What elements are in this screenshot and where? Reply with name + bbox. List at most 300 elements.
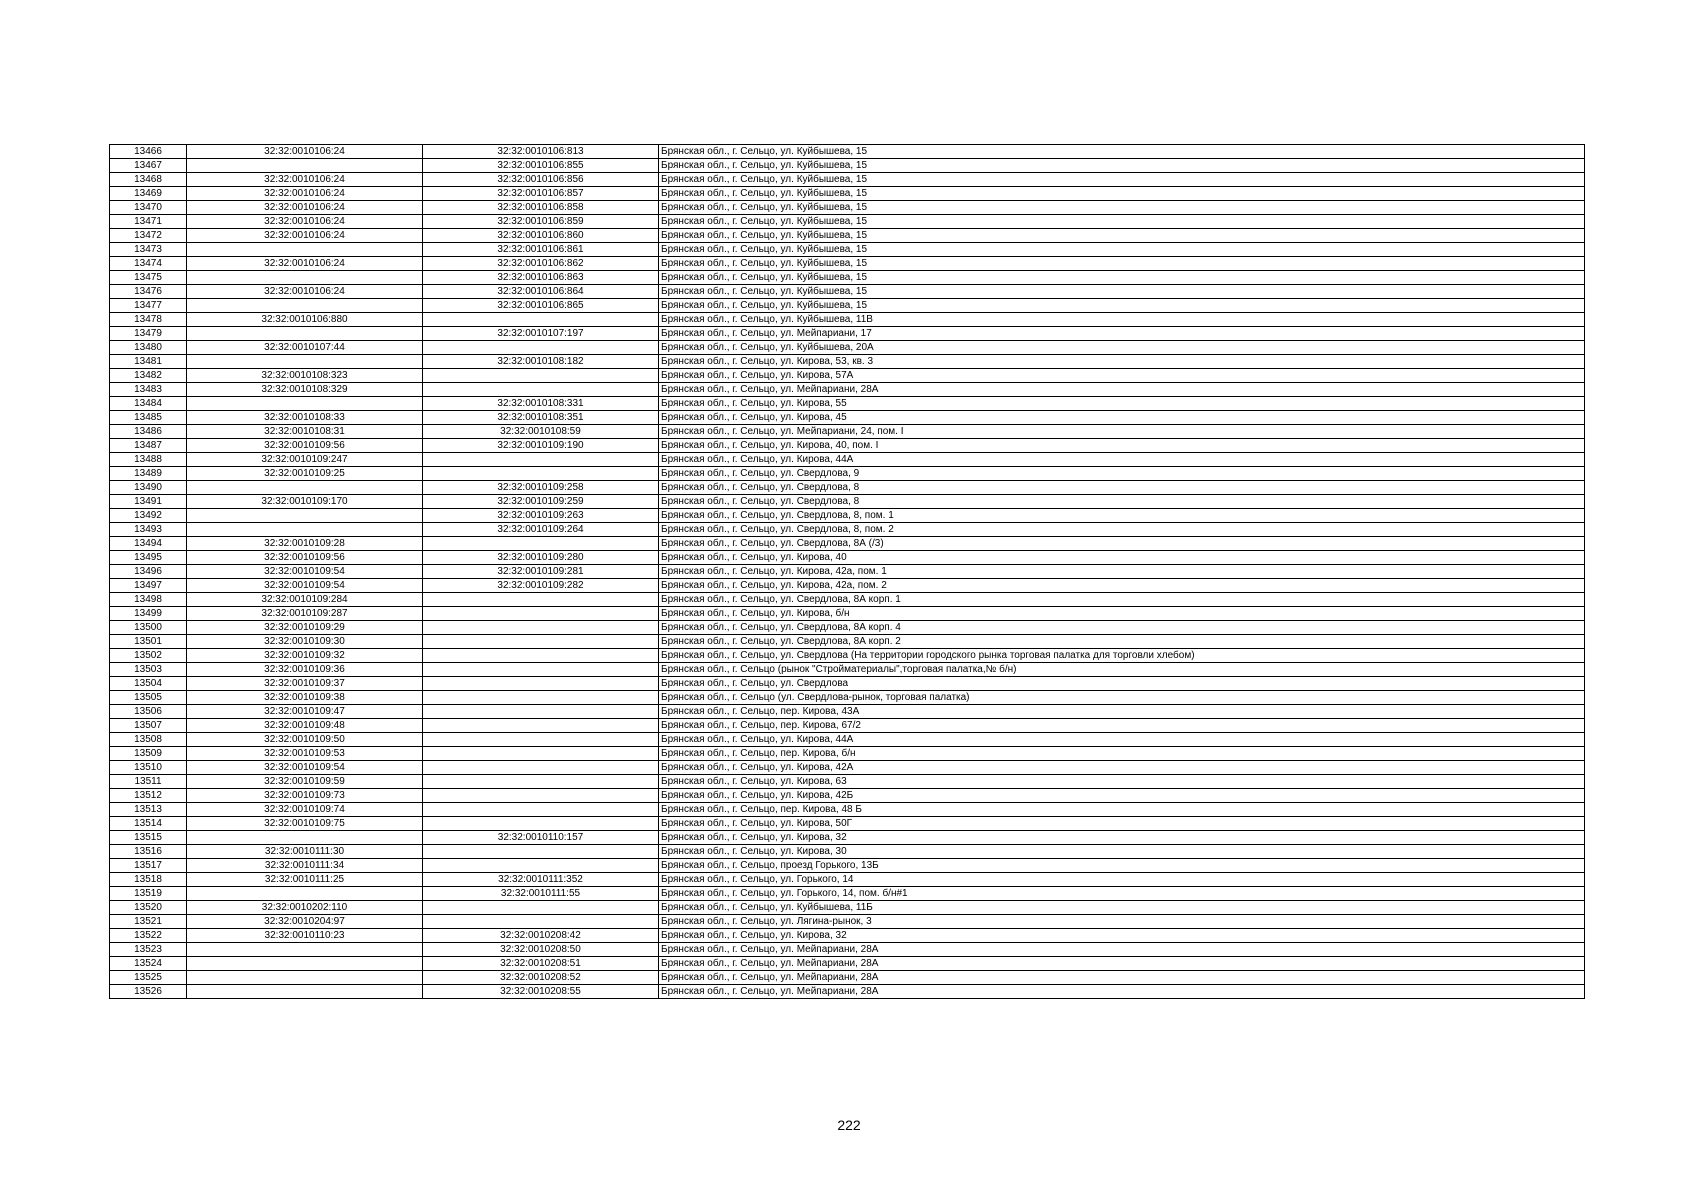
object-cadastral-number-cell xyxy=(423,789,659,803)
land-cadastral-number-cell: 32:32:0010109:50 xyxy=(187,733,423,747)
object-cadastral-number-cell: 32:32:0010208:50 xyxy=(423,943,659,957)
land-cadastral-number-cell: 32:32:0010109:284 xyxy=(187,593,423,607)
land-cadastral-number-cell: 32:32:0010109:25 xyxy=(187,467,423,481)
record-number-cell: 13503 xyxy=(110,663,187,677)
table-row xyxy=(110,397,1585,411)
land-cadastral-number-cell: 32:32:0010109:74 xyxy=(187,803,423,817)
object-cadastral-number-cell: 32:32:0010106:855 xyxy=(423,159,659,173)
object-cadastral-number-cell xyxy=(423,593,659,607)
object-cadastral-number-cell: 32:32:0010106:860 xyxy=(423,229,659,243)
record-number-cell: 13515 xyxy=(110,831,187,845)
object-cadastral-number-cell: 32:32:0010109:263 xyxy=(423,509,659,523)
record-number-cell: 13486 xyxy=(110,425,187,439)
table-row xyxy=(110,887,1585,901)
record-number-cell: 13517 xyxy=(110,859,187,873)
table-row xyxy=(110,355,1585,369)
object-cadastral-number-cell xyxy=(423,453,659,467)
object-cadastral-number-cell xyxy=(423,341,659,355)
land-cadastral-number-cell: 32:32:0010110:23 xyxy=(187,929,423,943)
table-row xyxy=(110,369,1585,383)
land-cadastral-number-cell: 32:32:0010109:30 xyxy=(187,635,423,649)
address-cell: Брянская обл., г. Сельцо, ул. Кирова, 50Г xyxy=(659,817,1585,831)
object-cadastral-number-cell: 32:32:0010108:331 xyxy=(423,397,659,411)
object-cadastral-number-cell xyxy=(423,467,659,481)
land-cadastral-number-cell xyxy=(187,397,423,411)
table-row xyxy=(110,159,1585,173)
object-cadastral-number-cell: 32:32:0010106:859 xyxy=(423,215,659,229)
address-cell: Брянская обл., г. Сельцо, ул. Мейпариани, 28А xyxy=(659,957,1585,971)
address-cell: Брянская обл., г. Сельцо, ул. Кирова, 40 xyxy=(659,551,1585,565)
land-cadastral-number-cell: 32:32:0010108:329 xyxy=(187,383,423,397)
table-row xyxy=(110,187,1585,201)
table-row xyxy=(110,453,1585,467)
object-cadastral-number-cell: 32:32:0010106:863 xyxy=(423,271,659,285)
record-number-cell: 13498 xyxy=(110,593,187,607)
land-cadastral-number-cell: 32:32:0010106:24 xyxy=(187,187,423,201)
address-cell: Брянская обл., г. Сельцо, пер. Кирова, 67/2 xyxy=(659,719,1585,733)
address-cell: Брянская обл., г. Сельцо, ул. Куйбышева, 11В xyxy=(659,313,1585,327)
record-number-cell: 13467 xyxy=(110,159,187,173)
land-cadastral-number-cell xyxy=(187,509,423,523)
address-cell: Брянская обл., г. Сельцо, ул. Куйбышева, 15 xyxy=(659,243,1585,257)
record-number-cell: 13482 xyxy=(110,369,187,383)
table-row xyxy=(110,579,1585,593)
object-cadastral-number-cell xyxy=(423,313,659,327)
address-cell: Брянская обл., г. Сельцо, ул. Куйбышева, 15 xyxy=(659,285,1585,299)
land-cadastral-number-cell: 32:32:0010111:30 xyxy=(187,845,423,859)
record-number-cell: 13471 xyxy=(110,215,187,229)
object-cadastral-number-cell xyxy=(423,635,659,649)
object-cadastral-number-cell: 32:32:0010208:55 xyxy=(423,985,659,999)
object-cadastral-number-cell xyxy=(423,747,659,761)
table-row xyxy=(110,551,1585,565)
land-cadastral-number-cell: 32:32:0010108:33 xyxy=(187,411,423,425)
object-cadastral-number-cell xyxy=(423,859,659,873)
object-cadastral-number-cell xyxy=(423,663,659,677)
land-cadastral-number-cell: 32:32:0010106:880 xyxy=(187,313,423,327)
table-row xyxy=(110,705,1585,719)
land-cadastral-number-cell: 32:32:0010204:97 xyxy=(187,915,423,929)
land-cadastral-number-cell: 32:32:0010111:25 xyxy=(187,873,423,887)
address-cell: Брянская обл., г. Сельцо, ул. Куйбышева, 15 xyxy=(659,159,1585,173)
address-cell: Брянская обл., г. Сельцо, ул. Кирова, 42а, пом. 2 xyxy=(659,579,1585,593)
address-cell: Брянская обл., г. Сельцо, пер. Кирова, 48 Б xyxy=(659,803,1585,817)
record-number-cell: 13466 xyxy=(110,145,187,159)
land-cadastral-number-cell xyxy=(187,243,423,257)
land-cadastral-number-cell xyxy=(187,327,423,341)
record-number-cell: 13500 xyxy=(110,621,187,635)
record-number-cell: 13492 xyxy=(110,509,187,523)
table-row xyxy=(110,425,1585,439)
table-row xyxy=(110,929,1585,943)
table-row xyxy=(110,229,1585,243)
object-cadastral-number-cell: 32:32:0010108:182 xyxy=(423,355,659,369)
address-cell: Брянская обл., г. Сельцо, ул. Горького, 14 xyxy=(659,873,1585,887)
address-cell: Брянская обл., г. Сельцо, ул. Свердлова, 8 xyxy=(659,481,1585,495)
land-cadastral-number-cell: 32:32:0010109:56 xyxy=(187,439,423,453)
record-number-cell: 13487 xyxy=(110,439,187,453)
address-cell: Брянская обл., г. Сельцо, ул. Кирова, 44А xyxy=(659,453,1585,467)
address-cell: Брянская обл., г. Сельцо, ул. Куйбышева, 11Б xyxy=(659,901,1585,915)
object-cadastral-number-cell: 32:32:0010109:258 xyxy=(423,481,659,495)
table-row xyxy=(110,649,1585,663)
record-number-cell: 13480 xyxy=(110,341,187,355)
address-cell: Брянская обл., г. Сельцо, ул. Свердлова, 8, пом. 1 xyxy=(659,509,1585,523)
table-row xyxy=(110,411,1585,425)
table-row xyxy=(110,691,1585,705)
address-cell: Брянская обл., г. Сельцо, ул. Мейпариани, 17 xyxy=(659,327,1585,341)
land-cadastral-number-cell: 32:32:0010109:56 xyxy=(187,551,423,565)
object-cadastral-number-cell xyxy=(423,649,659,663)
record-number-cell: 13478 xyxy=(110,313,187,327)
land-cadastral-number-cell: 32:32:0010109:54 xyxy=(187,565,423,579)
record-number-cell: 13468 xyxy=(110,173,187,187)
object-cadastral-number-cell: 32:32:0010106:856 xyxy=(423,173,659,187)
address-cell: Брянская обл., г. Сельцо, ул. Куйбышева, 15 xyxy=(659,173,1585,187)
land-cadastral-number-cell: 32:32:0010202:110 xyxy=(187,901,423,915)
land-cadastral-number-cell: 32:32:0010106:24 xyxy=(187,285,423,299)
land-cadastral-number-cell xyxy=(187,523,423,537)
land-cadastral-number-cell: 32:32:0010109:287 xyxy=(187,607,423,621)
object-cadastral-number-cell xyxy=(423,719,659,733)
address-cell: Брянская обл., г. Сельцо, ул. Кирова, 55 xyxy=(659,397,1585,411)
record-number-cell: 13524 xyxy=(110,957,187,971)
object-cadastral-number-cell xyxy=(423,621,659,635)
address-cell: Брянская обл., г. Сельцо, ул. Куйбышева, 15 xyxy=(659,187,1585,201)
record-number-cell: 13506 xyxy=(110,705,187,719)
land-cadastral-number-cell: 32:32:0010106:24 xyxy=(187,229,423,243)
address-cell: Брянская обл., г. Сельцо, ул. Свердлова, 9 xyxy=(659,467,1585,481)
address-cell: Брянская обл., г. Сельцо, ул. Кирова, 30 xyxy=(659,845,1585,859)
record-number-cell: 13470 xyxy=(110,201,187,215)
record-number-cell: 13485 xyxy=(110,411,187,425)
table-row xyxy=(110,215,1585,229)
address-cell: Брянская обл., г. Сельцо, ул. Кирова, б/н xyxy=(659,607,1585,621)
address-cell: Брянская обл., г. Сельцо, ул. Кирова, 32 xyxy=(659,831,1585,845)
record-number-cell: 13526 xyxy=(110,985,187,999)
object-cadastral-number-cell xyxy=(423,775,659,789)
object-cadastral-number-cell: 32:32:0010106:857 xyxy=(423,187,659,201)
table-row xyxy=(110,733,1585,747)
record-number-cell: 13484 xyxy=(110,397,187,411)
land-cadastral-number-cell: 32:32:0010109:247 xyxy=(187,453,423,467)
address-cell: Брянская обл., г. Сельцо, ул. Куйбышева, 15 xyxy=(659,201,1585,215)
address-cell: Брянская обл., г. Сельцо, ул. Мейпариани, 28А xyxy=(659,971,1585,985)
land-cadastral-number-cell xyxy=(187,355,423,369)
address-cell: Брянская обл., г. Сельцо, ул. Мейпариани, 28А xyxy=(659,943,1585,957)
table-row xyxy=(110,439,1585,453)
table-row xyxy=(110,789,1585,803)
table-row xyxy=(110,495,1585,509)
table-row xyxy=(110,957,1585,971)
table-row xyxy=(110,831,1585,845)
land-cadastral-number-cell: 32:32:0010109:28 xyxy=(187,537,423,551)
record-number-cell: 13525 xyxy=(110,971,187,985)
table-row xyxy=(110,901,1585,915)
object-cadastral-number-cell: 32:32:0010109:190 xyxy=(423,439,659,453)
table-row xyxy=(110,243,1585,257)
land-cadastral-number-cell xyxy=(187,943,423,957)
address-cell: Брянская обл., г. Сельцо, ул. Мейпариани, 28А xyxy=(659,383,1585,397)
table-row xyxy=(110,607,1585,621)
land-cadastral-number-cell: 32:32:0010109:53 xyxy=(187,747,423,761)
table-row xyxy=(110,761,1585,775)
address-cell: Брянская обл., г. Сельцо, ул. Свердлова, 8А корп. 4 xyxy=(659,621,1585,635)
land-cadastral-number-cell xyxy=(187,299,423,313)
address-cell: Брянская обл., г. Сельцо, ул. Свердлова, 8А (/3) xyxy=(659,537,1585,551)
land-cadastral-number-cell: 32:32:0010109:37 xyxy=(187,677,423,691)
address-cell: Брянская обл., г. Сельцо, ул. Мейпариани, 28А xyxy=(659,985,1585,999)
land-cadastral-number-cell xyxy=(187,831,423,845)
table-row xyxy=(110,635,1585,649)
address-cell: Брянская обл., г. Сельцо (ул. Свердлова-рынок, торговая палатка) xyxy=(659,691,1585,705)
object-cadastral-number-cell xyxy=(423,537,659,551)
land-cadastral-number-cell: 32:32:0010111:34 xyxy=(187,859,423,873)
object-cadastral-number-cell xyxy=(423,761,659,775)
table-row xyxy=(110,943,1585,957)
address-cell: Брянская обл., г. Сельцо, ул. Кирова, 44А xyxy=(659,733,1585,747)
address-cell: Брянская обл., г. Сельцо, ул. Куйбышева, 15 xyxy=(659,229,1585,243)
record-number-cell: 13472 xyxy=(110,229,187,243)
address-cell: Брянская обл., г. Сельцо, ул. Свердлова (На территории городского рынка торговая палатка для торговли хлебом) xyxy=(659,649,1585,663)
land-cadastral-number-cell: 32:32:0010106:24 xyxy=(187,145,423,159)
record-number-cell: 13497 xyxy=(110,579,187,593)
table-row xyxy=(110,313,1585,327)
record-number-cell: 13513 xyxy=(110,803,187,817)
land-cadastral-number-cell xyxy=(187,481,423,495)
object-cadastral-number-cell xyxy=(423,733,659,747)
table-row xyxy=(110,663,1585,677)
address-cell: Брянская обл., г. Сельцо (рынок "Стройматериалы",торговая палатка,№ б/н) xyxy=(659,663,1585,677)
address-cell: Брянская обл., г. Сельцо, ул. Кирова, 42Б xyxy=(659,789,1585,803)
land-cadastral-number-cell: 32:32:0010109:54 xyxy=(187,761,423,775)
record-number-cell: 13475 xyxy=(110,271,187,285)
table-row xyxy=(110,985,1585,999)
table-row xyxy=(110,537,1585,551)
land-cadastral-number-cell xyxy=(187,887,423,901)
address-cell: Брянская обл., г. Сельцо, ул. Куйбышева, 15 xyxy=(659,299,1585,313)
object-cadastral-number-cell: 32:32:0010110:157 xyxy=(423,831,659,845)
table-row xyxy=(110,593,1585,607)
address-cell: Брянская обл., г. Сельцо, ул. Свердлова, 8А корп. 2 xyxy=(659,635,1585,649)
record-number-cell: 13510 xyxy=(110,761,187,775)
address-cell: Брянская обл., г. Сельцо, ул. Кирова, 40, пом. I xyxy=(659,439,1585,453)
record-number-cell: 13521 xyxy=(110,915,187,929)
record-number-cell: 13519 xyxy=(110,887,187,901)
object-cadastral-number-cell xyxy=(423,915,659,929)
table-row xyxy=(110,873,1585,887)
table-row xyxy=(110,775,1585,789)
record-number-cell: 13512 xyxy=(110,789,187,803)
object-cadastral-number-cell xyxy=(423,369,659,383)
table-row xyxy=(110,327,1585,341)
record-number-cell: 13514 xyxy=(110,817,187,831)
table-row xyxy=(110,285,1585,299)
record-number-cell: 13509 xyxy=(110,747,187,761)
object-cadastral-number-cell: 32:32:0010106:865 xyxy=(423,299,659,313)
land-cadastral-number-cell: 32:32:0010109:75 xyxy=(187,817,423,831)
table-row xyxy=(110,257,1585,271)
land-cadastral-number-cell: 32:32:0010108:31 xyxy=(187,425,423,439)
record-number-cell: 13502 xyxy=(110,649,187,663)
land-cadastral-number-cell: 32:32:0010109:29 xyxy=(187,621,423,635)
table-row xyxy=(110,467,1585,481)
record-number-cell: 13523 xyxy=(110,943,187,957)
object-cadastral-number-cell xyxy=(423,383,659,397)
record-number-cell: 13507 xyxy=(110,719,187,733)
record-number-cell: 13477 xyxy=(110,299,187,313)
record-number-cell: 13518 xyxy=(110,873,187,887)
object-cadastral-number-cell: 32:32:0010106:813 xyxy=(423,145,659,159)
land-cadastral-number-cell: 32:32:0010106:24 xyxy=(187,201,423,215)
table-row xyxy=(110,845,1585,859)
table-row xyxy=(110,915,1585,929)
register-table xyxy=(109,144,1585,999)
table-row xyxy=(110,481,1585,495)
object-cadastral-number-cell: 32:32:0010106:864 xyxy=(423,285,659,299)
table-row xyxy=(110,621,1585,635)
object-cadastral-number-cell xyxy=(423,817,659,831)
record-number-cell: 13483 xyxy=(110,383,187,397)
object-cadastral-number-cell: 32:32:0010208:52 xyxy=(423,971,659,985)
record-number-cell: 13504 xyxy=(110,677,187,691)
object-cadastral-number-cell: 32:32:0010106:861 xyxy=(423,243,659,257)
object-cadastral-number-cell: 32:32:0010111:55 xyxy=(423,887,659,901)
record-number-cell: 13489 xyxy=(110,467,187,481)
address-cell: Брянская обл., г. Сельцо, ул. Кирова, 42а, пом. 1 xyxy=(659,565,1585,579)
table-row xyxy=(110,145,1585,159)
land-cadastral-number-cell: 32:32:0010109:32 xyxy=(187,649,423,663)
address-cell: Брянская обл., г. Сельцо, ул. Куйбышева, 15 xyxy=(659,145,1585,159)
record-number-cell: 13516 xyxy=(110,845,187,859)
address-cell: Брянская обл., г. Сельцо, ул. Горького, 14, пом. б/н#1 xyxy=(659,887,1585,901)
address-cell: Брянская обл., г. Сельцо, ул. Кирова, 53, кв. 3 xyxy=(659,355,1585,369)
land-cadastral-number-cell: 32:32:0010109:54 xyxy=(187,579,423,593)
object-cadastral-number-cell xyxy=(423,691,659,705)
register-table-body xyxy=(110,145,1585,999)
record-number-cell: 13496 xyxy=(110,565,187,579)
record-number-cell: 13520 xyxy=(110,901,187,915)
object-cadastral-number-cell: 32:32:0010108:59 xyxy=(423,425,659,439)
record-number-cell: 13494 xyxy=(110,537,187,551)
object-cadastral-number-cell xyxy=(423,803,659,817)
land-cadastral-number-cell: 32:32:0010106:24 xyxy=(187,257,423,271)
address-cell: Брянская обл., г. Сельцо, ул. Куйбышева, 15 xyxy=(659,215,1585,229)
record-number-cell: 13474 xyxy=(110,257,187,271)
land-cadastral-number-cell: 32:32:0010107:44 xyxy=(187,341,423,355)
land-cadastral-number-cell xyxy=(187,985,423,999)
address-cell: Брянская обл., г. Сельцо, ул. Куйбышева, 15 xyxy=(659,257,1585,271)
land-cadastral-number-cell: 32:32:0010109:47 xyxy=(187,705,423,719)
land-cadastral-number-cell xyxy=(187,159,423,173)
table-row xyxy=(110,271,1585,285)
land-cadastral-number-cell: 32:32:0010106:24 xyxy=(187,215,423,229)
object-cadastral-number-cell xyxy=(423,705,659,719)
record-number-cell: 13473 xyxy=(110,243,187,257)
object-cadastral-number-cell xyxy=(423,901,659,915)
land-cadastral-number-cell xyxy=(187,271,423,285)
object-cadastral-number-cell xyxy=(423,677,659,691)
record-number-cell: 13508 xyxy=(110,733,187,747)
address-cell: Брянская обл., г. Сельцо, ул. Кирова, 42А xyxy=(659,761,1585,775)
object-cadastral-number-cell: 32:32:0010106:858 xyxy=(423,201,659,215)
object-cadastral-number-cell: 32:32:0010108:351 xyxy=(423,411,659,425)
record-number-cell: 13511 xyxy=(110,775,187,789)
address-cell: Брянская обл., г. Сельцо, ул. Мейпариани, 24, пом. I xyxy=(659,425,1585,439)
table-row xyxy=(110,817,1585,831)
record-number-cell: 13490 xyxy=(110,481,187,495)
land-cadastral-number-cell xyxy=(187,957,423,971)
table-row xyxy=(110,565,1585,579)
object-cadastral-number-cell: 32:32:0010109:281 xyxy=(423,565,659,579)
land-cadastral-number-cell: 32:32:0010109:170 xyxy=(187,495,423,509)
record-number-cell: 13479 xyxy=(110,327,187,341)
table-row xyxy=(110,803,1585,817)
table-row xyxy=(110,201,1585,215)
land-cadastral-number-cell: 32:32:0010106:24 xyxy=(187,173,423,187)
record-number-cell: 13493 xyxy=(110,523,187,537)
land-cadastral-number-cell: 32:32:0010109:59 xyxy=(187,775,423,789)
object-cadastral-number-cell: 32:32:0010109:280 xyxy=(423,551,659,565)
address-cell: Брянская обл., г. Сельцо, ул. Свердлова, 8, пом. 2 xyxy=(659,523,1585,537)
table-row xyxy=(110,173,1585,187)
record-number-cell: 13495 xyxy=(110,551,187,565)
land-cadastral-number-cell: 32:32:0010108:323 xyxy=(187,369,423,383)
land-cadastral-number-cell: 32:32:0010109:73 xyxy=(187,789,423,803)
object-cadastral-number-cell: 32:32:0010109:259 xyxy=(423,495,659,509)
address-cell: Брянская обл., г. Сельцо, ул. Куйбышева, 20А xyxy=(659,341,1585,355)
land-cadastral-number-cell: 32:32:0010109:48 xyxy=(187,719,423,733)
page-number: 222 xyxy=(837,1117,861,1133)
record-number-cell: 13522 xyxy=(110,929,187,943)
object-cadastral-number-cell xyxy=(423,607,659,621)
record-number-cell: 13501 xyxy=(110,635,187,649)
object-cadastral-number-cell: 32:32:0010109:282 xyxy=(423,579,659,593)
record-number-cell: 13469 xyxy=(110,187,187,201)
table-row xyxy=(110,719,1585,733)
object-cadastral-number-cell: 32:32:0010208:42 xyxy=(423,929,659,943)
address-cell: Брянская обл., г. Сельцо, ул. Лягина-рынок, 3 xyxy=(659,915,1585,929)
table-row xyxy=(110,341,1585,355)
table-row xyxy=(110,747,1585,761)
address-cell: Брянская обл., г. Сельцо, ул. Кирова, 57А xyxy=(659,369,1585,383)
address-cell: Брянская обл., г. Сельцо, ул. Кирова, 45 xyxy=(659,411,1585,425)
address-cell: Брянская обл., г. Сельцо, проезд Горького, 13Б xyxy=(659,859,1585,873)
address-cell: Брянская обл., г. Сельцо, ул. Кирова, 32 xyxy=(659,929,1585,943)
record-number-cell: 13476 xyxy=(110,285,187,299)
address-cell: Брянская обл., г. Сельцо, ул. Свердлова, 8 xyxy=(659,495,1585,509)
table-row xyxy=(110,299,1585,313)
land-cadastral-number-cell xyxy=(187,971,423,985)
object-cadastral-number-cell: 32:32:0010107:197 xyxy=(423,327,659,341)
table-row xyxy=(110,523,1585,537)
record-number-cell: 13488 xyxy=(110,453,187,467)
land-cadastral-number-cell: 32:32:0010109:38 xyxy=(187,691,423,705)
object-cadastral-number-cell: 32:32:0010208:51 xyxy=(423,957,659,971)
record-number-cell: 13505 xyxy=(110,691,187,705)
record-number-cell: 13491 xyxy=(110,495,187,509)
object-cadastral-number-cell: 32:32:0010111:352 xyxy=(423,873,659,887)
address-cell: Брянская обл., г. Сельцо, ул. Куйбышева, 15 xyxy=(659,271,1585,285)
address-cell: Брянская обл., г. Сельцо, ул. Кирова, 63 xyxy=(659,775,1585,789)
table-row xyxy=(110,859,1585,873)
address-cell: Брянская обл., г. Сельцо, ул. Свердлова, 8А корп. 1 xyxy=(659,593,1585,607)
address-cell: Брянская обл., г. Сельцо, пер. Кирова, б/н xyxy=(659,747,1585,761)
object-cadastral-number-cell: 32:32:0010106:862 xyxy=(423,257,659,271)
table-row xyxy=(110,383,1585,397)
record-number-cell: 13481 xyxy=(110,355,187,369)
table-row xyxy=(110,509,1585,523)
